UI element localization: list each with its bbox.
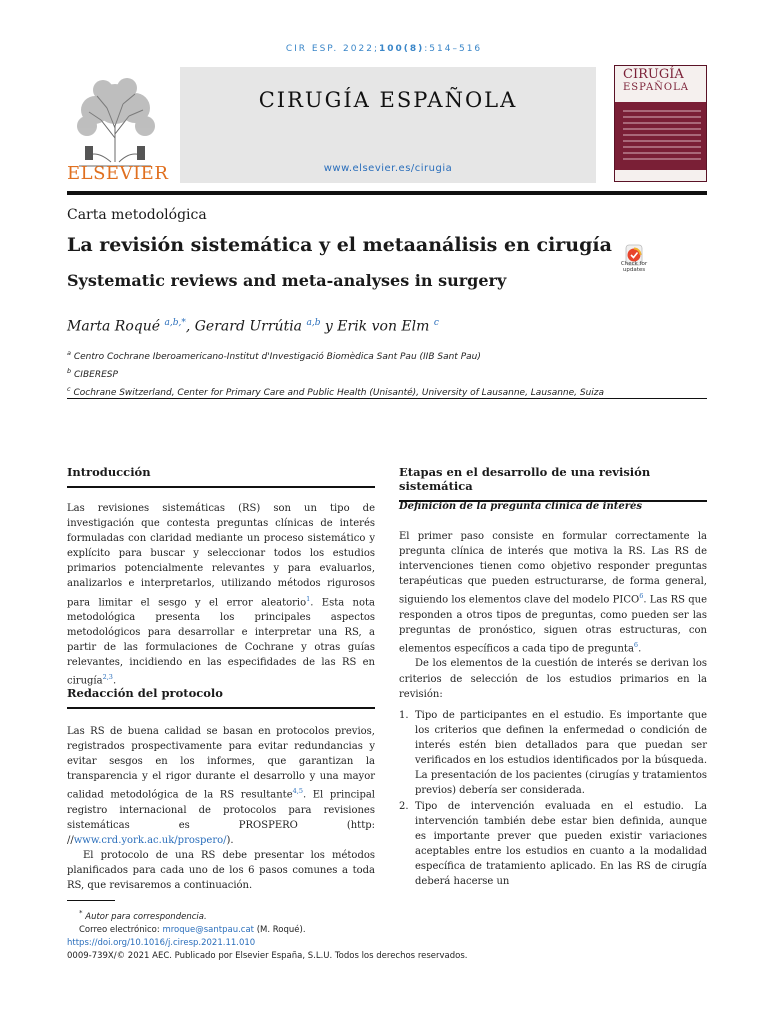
- protocol-paragraph: Las RS de buena calidad se basan en protocolos previos, registrados prospectivamente para evitar redundancias y evitar sesgos en los informes, que garantizan la transparencia y el rigor durante el desarrollo y una mayor calidad metodológica de la RS resultante$^{4,5}$. El principal registro internacional de protocolos para revisiones sistemáticas es PROSPERO (http: //www.crd.york.ac.uk/prospero/).: [67, 726, 376, 846]
- cover-subtitle: ESPAÑOLA: [623, 82, 689, 93]
- body-paragraph: El primer paso consiste en formular correctamente la pregunta clínica de interés que motiva la RS. Las RS de intervenciones tienen como objetivo responder preguntas terapéuticas que pueden estructurarse, de forma general, siguiendo los elementos clave del modelo PICO$^6$. Las RS que responden a otros tipos de preguntas, como pueden ser las preguntas de pronóstico, siguen otras estructuras, con elementos específicos a cada tipo de pregunta$^6$.: [399, 531, 707, 655]
- reference-link[interactable]: 4,5: [292, 787, 303, 796]
- check-for-updates-label[interactable]: Check for updates: [620, 261, 648, 273]
- reference-link[interactable]: 6: [639, 592, 644, 601]
- reference-link[interactable]: 2,3: [102, 673, 113, 682]
- author-name: Gerard Urrútia: [194, 318, 303, 335]
- title-divider: [67, 398, 707, 399]
- prospero-link[interactable]: www.crd.york.ac.uk/prospero/: [73, 834, 227, 846]
- subsection-heading-pregunta: Definición de la pregunta clínica de interés: [399, 501, 642, 512]
- footnotes: [67, 906, 467, 963]
- list-item: 2. Tipo de intervención evaluada en el estudio. La intervención también debe estar bien definida, aunque es importante prever que pueden existir variaciones aceptables entre los estudios en cuanto a la modalidad específica de tratamiento aplicado. En las RS de cirugía deberá hacerse un: [399, 800, 707, 888]
- doi-line: [67, 937, 467, 950]
- intro-body: [67, 501, 375, 689]
- author-affiliation-mark[interactable]: a,b,*: [164, 318, 186, 328]
- cover-footer: [615, 170, 707, 182]
- author-name: Marta Roqué: [67, 318, 161, 335]
- author-affiliation-mark[interactable]: a,b: [306, 318, 321, 328]
- stages-body: [399, 529, 707, 702]
- author-affiliation-mark[interactable]: c: [433, 318, 439, 328]
- section-heading-introduccion: Introducción: [67, 465, 375, 488]
- list-item: 1. Tipo de participantes en el estudio. Es importante que los criterios que definen la enfermedad o condición de interés estén bien detallados para que puedan ser verificados en los estudios identificados por la búsqueda. La presentación de los pacientes (cirugías y tratamientos previos) debería ser considerada.: [399, 710, 707, 797]
- body-paragraph: De los elementos de la cuestión de interés se derivan los criterios de selección de los estudios primarios en la revisión:: [399, 658, 707, 700]
- journal-url-link[interactable]: www.elsevier.es/cirugia: [323, 163, 453, 174]
- criteria-list: [399, 708, 707, 889]
- cover-title: CIRUGÍA: [623, 67, 684, 82]
- affiliation-item: $^b$ CIBERESP: [67, 367, 118, 380]
- author-list: Marta Roqué $^{a,b,*}$, Gerard Urrútia $^{a,b}$ y Erik von Elm $^c$: [67, 318, 439, 335]
- affiliation-item: $^a$ Centro Cochrane Iberoamericano-Institut d'Investigació Biomèdica Sant Pau (IIB Sant Pau): [67, 349, 481, 362]
- intro-paragraph: Las revisiones sistemáticas (RS) son un tipo de investigación que contesta preguntas clínicas de interés formuladas con claridad mediante un proceso sistemático y explícito para buscar y seleccionar todos los estudios primarios potencialmente relevantes y para evaluarlos, analizarlos e interpretarlos, utilizando métodos rigurosos para limitar el sesgo y el error aleatorio$^1$. Esta nota metodológica presenta los principales aspectos metodológicos para desarrollar e interpretar una RS, a partir de las formulaciones de Cochrane y otras guías relevantes, incidiendo en las especifidades de las RS en cirugía$^{2,3}$.: [67, 503, 376, 687]
- corresponding-author-note: * Autor para correspondencia.: [79, 908, 207, 922]
- email-link[interactable]: mroque@santpau.cat: [162, 924, 255, 935]
- protocol-body: [67, 724, 375, 893]
- email-line: Correo electrónico: mroque@santpau.cat (M. Roqué).: [79, 924, 306, 935]
- header-divider: [67, 191, 707, 195]
- article-title-en: Systematic reviews and meta-analyses in surgery: [67, 271, 507, 290]
- journal-cover-thumbnail: [614, 65, 707, 182]
- journal-citation: CIR ESP. 2022;100(8):514–516: [285, 44, 483, 54]
- copyright-line: 0009-739X/© 2021 AEC. Publicado por Elsevier España, S.L.U. Todos los derechos reservados.: [67, 950, 468, 961]
- protocol-paragraph: El protocolo de una RS debe presentar los métodos planificados para cada uno de los 6 pasos comunes a toda RS, que revisaremos a continuación.: [67, 850, 375, 892]
- reference-link[interactable]: 1: [306, 594, 311, 603]
- section-heading-etapas: Etapas en el desarrollo de una revisión sistemática: [399, 465, 707, 502]
- doi-link[interactable]: https://doi.org/10.1016/j.ciresp.2021.11.010: [67, 937, 256, 948]
- affiliation-list: [67, 346, 604, 400]
- cover-text-lines: [623, 110, 701, 164]
- reference-link[interactable]: 6: [633, 640, 639, 649]
- elsevier-wordmark: ELSEVIER: [67, 163, 169, 184]
- affiliation-item: $^c$ Cochrane Switzerland, Center for Primary Care and Public Health (Unisanté), University of Lausanne, Lausanne, Suiza: [67, 385, 605, 398]
- journal-title: CIRUGÍA ESPAÑOLA: [258, 88, 518, 112]
- author-name: Erik von Elm: [337, 318, 430, 335]
- article-title-es: La revisión sistemática y el metaanálisis en cirugía: [67, 234, 612, 256]
- section-heading-protocolo: Redacción del protocolo: [67, 686, 375, 709]
- footnote-divider: [67, 900, 115, 901]
- article-type: Carta metodológica: [67, 207, 207, 223]
